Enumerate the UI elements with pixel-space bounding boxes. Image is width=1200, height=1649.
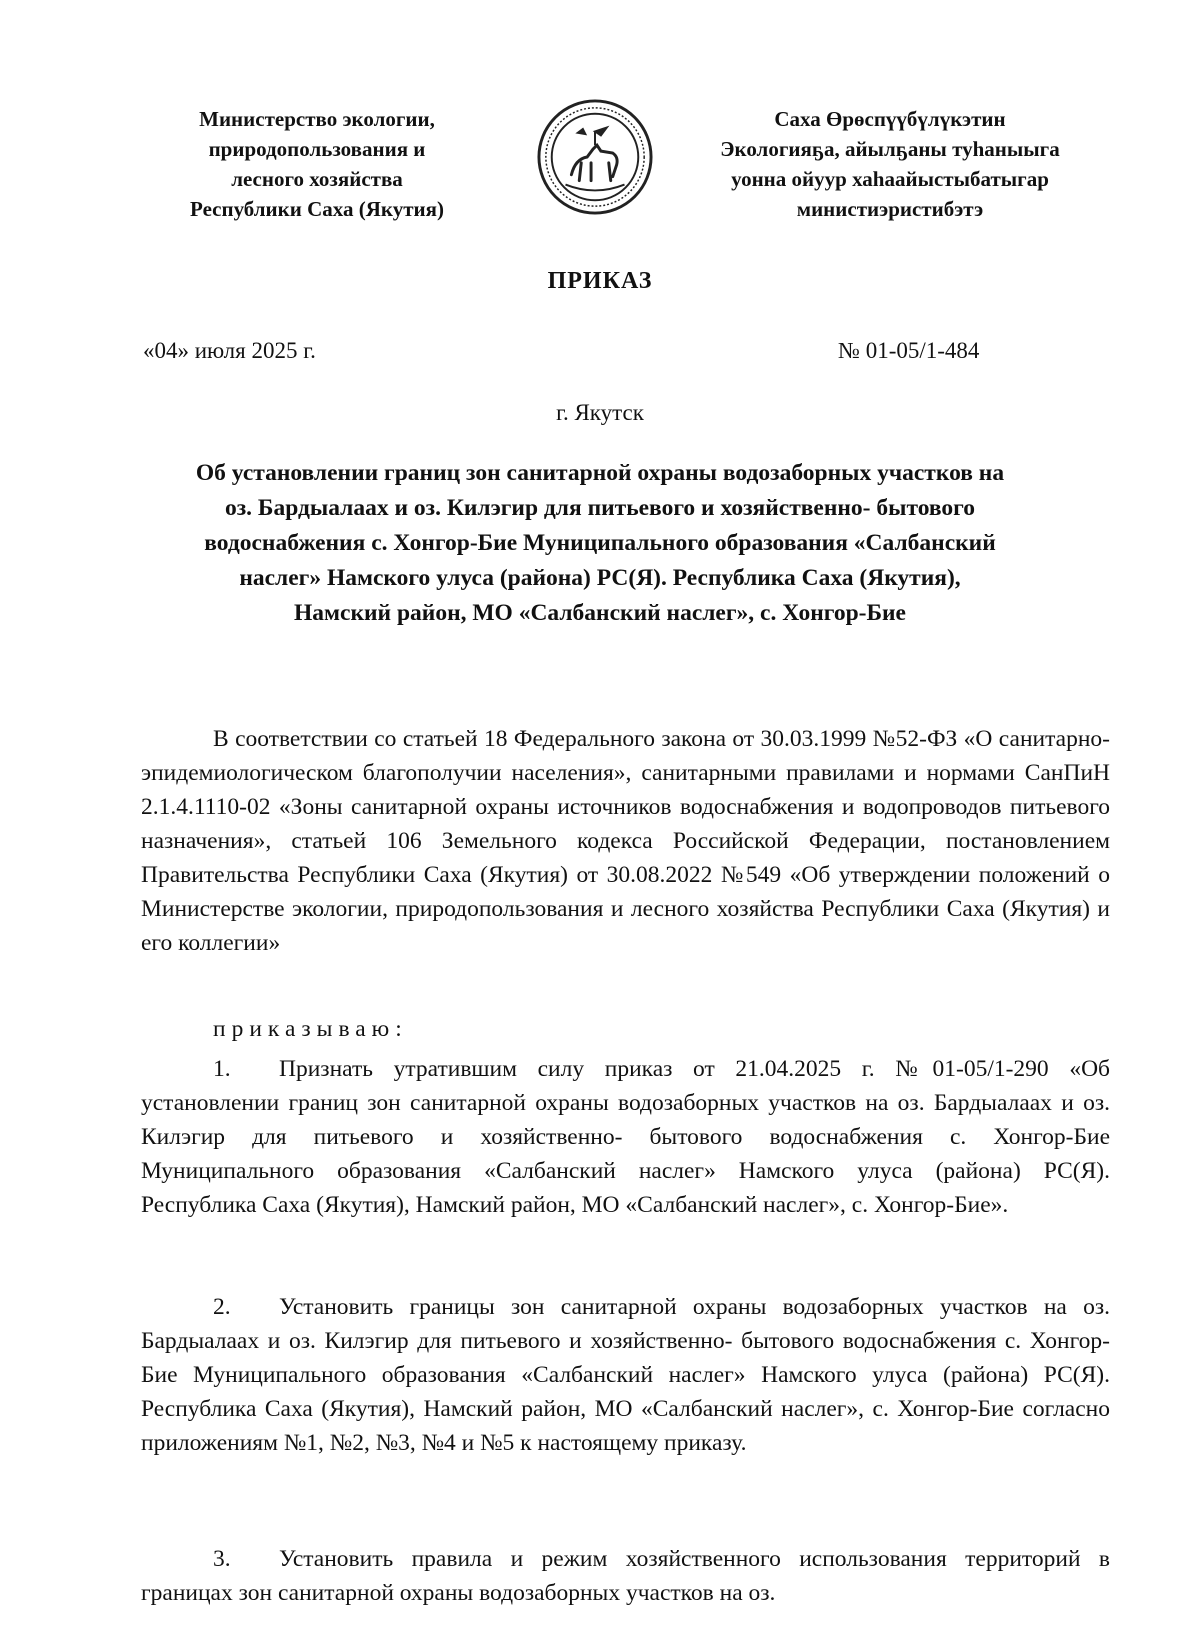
order-item-text: Установить границы зон санитарной охраны водозаборных участков на оз. Бардыалаах и оз. Килэгир для питьевого и хозяйственно- бытового водоснабжения с. Хонгор-Бие Муниципального образования «Салбанский наслег» Намского улуса (района) РС(Я). Республика Саха (Якутия), Намский район, МО «Салбанский наслег», с. Хонгор-Бие согласно приложениям №1, №2, №3, №4 и №5 к настоящему приказу.: [141, 1294, 1110, 1456]
subject-line: наслег» Намского улуса (района) РС(Я). Республика Саха (Якутия),: [239, 565, 961, 591]
ministry-name-line: уонна ойуур хаһаайыстыбатыгар: [731, 167, 1049, 191]
ministry-name-line: Экологияҕа, айылҕаны туһаныыга: [720, 137, 1060, 161]
ministry-name-line: природопользования и: [208, 137, 426, 161]
document-number: № 01-05/1-484: [838, 338, 980, 363]
ministry-name-russian: [137, 104, 497, 224]
ministry-name-line: лесного хозяйства: [231, 167, 403, 191]
order-item-text: Установить правила и режим хозяйственного использования территорий в границах зон санитарной охраны водозаборных участков на оз.: [141, 1546, 1110, 1606]
document-subject: [120, 456, 1080, 631]
order-item-number: 2.: [213, 1294, 231, 1320]
order-item-number: 1.: [213, 1056, 231, 1082]
ministry-name-yakut: [690, 104, 1090, 224]
order-item: [141, 1290, 1110, 1460]
subject-line: Намский район, МО «Салбанский наслег», с. Хонгор-Бие: [294, 600, 906, 626]
subject-line: водоснабжения с. Хонгор-Бие Муниципального образования «Салбанский: [204, 530, 996, 556]
document-type-title: ПРИКАЗ: [547, 268, 653, 294]
order-item-number: 3.: [213, 1546, 231, 1572]
order-item: [141, 1052, 1110, 1222]
document-date: «04» июля 2025 г.: [143, 338, 316, 363]
preamble-paragraph: В соответствии со статьей 18 Федерального закона от 30.03.1999 №52-ФЗ «О санитарно-эпидемиологическом благополучии населения», санитарными правилами и нормами СанПиН 2.1.4.1110-02 «Зоны санитарной охраны источников водоснабжения и водопроводов питьевого назначения», статьей 106 Земельного кодекса Российской Федерации, постановлением Правительства Республики Саха (Якутия) от 30.08.2022 №549 «Об утверждении положений о Министерстве экологии, природопользования и лесного хозяйства Республики Саха (Якутия) и его коллегии»: [141, 726, 1110, 956]
ministry-name-line: Саха Өрөспүүбүлүкэтин: [774, 107, 1006, 131]
order-word: приказываю:: [213, 1016, 408, 1042]
ministry-name-line: Министерство экологии,: [199, 107, 435, 131]
ministry-name-line: Республики Саха (Якутия): [190, 197, 444, 221]
subject-line: Об установлении границ зон санитарной охраны водозаборных участков на: [195, 460, 1005, 486]
document-city: г. Якутск: [556, 400, 644, 425]
order-item: [141, 1542, 1110, 1610]
order-item-text: Признать утратившим силу приказ от 21.04.2025 г. №01-05/1-290 «Об установлении границ зон санитарной охраны водозаборных участков на оз. Бардыалаах и оз. Килэгир для питьевого и хозяйственно- бытового водоснабжения с. Хонгор-Бие Муниципального образования «Салбанский наслег» Намского улуса (района) РС(Я). Республика Саха (Якутия), Намский район, МО «Салбанский наслег», с. Хонгор-Бие».: [141, 1056, 1110, 1218]
ministry-name-line: министиэристибэтэ: [796, 197, 984, 221]
coat-of-arms-emblem-icon: [536, 98, 654, 216]
subject-line: оз. Бардыалаах и оз. Килэгир для питьевого и хозяйственно- бытового: [224, 495, 975, 521]
